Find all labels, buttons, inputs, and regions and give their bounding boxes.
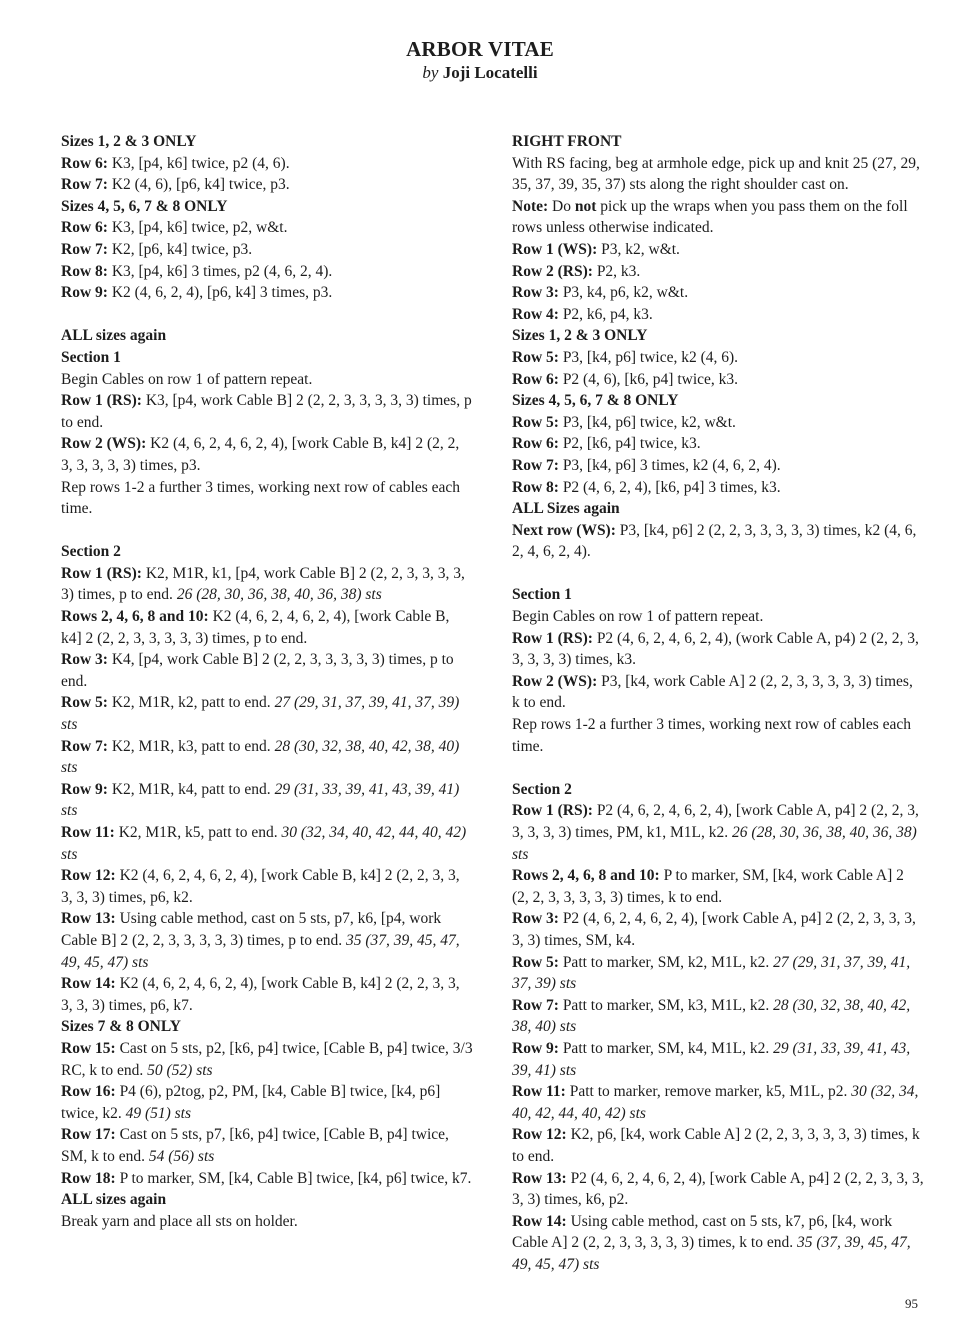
instruction-text: K4, [p4, work Cable B] 2 (2, 2, 3, 3, 3, 3, 3) times, p to end. xyxy=(61,651,454,690)
bold-label: Next row (WS): xyxy=(512,521,616,539)
instruction-text: K2, M1R, k1, [p4, work Cable B] 2 (2, 2, 3, 3, 3, 3, 3) times, p to end. xyxy=(61,564,465,604)
instruction-text: K3, [p4, work Cable B] 2 (2, 2, 3, 3, 3, 3, 3) times, p to end. xyxy=(61,392,472,431)
instruction-line xyxy=(61,131,473,153)
stitch-count: 30 (32, 34, 40, 42, 44, 40, 42) sts xyxy=(61,824,467,863)
left-column xyxy=(61,131,473,1232)
instruction-text: P3, [k4, p6] 2 (2, 2, 3, 3, 3, 3, 3) times, k2 (4, 6, 2, 4, 6, 2, 4). xyxy=(512,521,917,561)
instruction-text: K2 (4, 6, 2, 4, 6, 2, 4), [work Cable B, k4] 2 (2, 2, 3, 3, 3, 3, 3) times, p to end. xyxy=(61,608,450,647)
bold-label: ALL sizes again xyxy=(61,327,167,345)
bold-label: Row 16: xyxy=(61,1083,116,1101)
stitch-count: 26 (28, 30, 36, 38, 40, 36, 38) sts xyxy=(512,824,917,863)
instruction-line xyxy=(61,325,473,347)
instruction-line xyxy=(61,736,473,779)
instruction-line xyxy=(512,325,924,347)
instruction-text: P3, [k4, p6] twice, k2 (4, 6). xyxy=(558,348,739,366)
bold-label: Row 12: xyxy=(61,867,116,885)
page-header xyxy=(0,36,960,84)
instruction-text: K2, p6, [k4, work Cable A] 2 (2, 2, 3, 3, 3, 3, 3) times, k to end. xyxy=(512,1126,920,1165)
instruction-line xyxy=(61,779,473,822)
instruction-line xyxy=(512,995,924,1038)
bold-label: Row 9: xyxy=(61,284,108,302)
instruction-line xyxy=(512,455,924,477)
instruction-line xyxy=(512,498,924,520)
instruction-line xyxy=(61,1168,473,1190)
bold-label: Sizes 1, 2 & 3 ONLY xyxy=(512,327,648,345)
instruction-line xyxy=(512,412,924,434)
instruction-text: P3, k4, p6, k2, w&t. xyxy=(558,284,689,302)
bold-label: Row 6: xyxy=(61,219,108,237)
bold-label: Row 9: xyxy=(61,780,108,798)
instruction-text: Cast on 5 sts, p7, [k6, p4] twice, [Cable B, p4] twice, SM, k to end. xyxy=(61,1126,449,1165)
instruction-text: Patt to marker, SM, k2, M1L, k2. xyxy=(558,953,774,971)
stitch-count: 26 (28, 30, 36, 38, 40, 36, 38) sts xyxy=(176,586,382,604)
instruction-text: P2, k3. xyxy=(592,262,641,280)
instruction-line xyxy=(512,952,924,995)
instruction-line xyxy=(512,1168,924,1211)
bold-label: Row 1 (WS): xyxy=(512,240,598,258)
author-name: Joji Locatelli xyxy=(442,63,538,82)
instruction-line xyxy=(512,347,924,369)
bold-label: Row 17: xyxy=(61,1126,116,1144)
bold-label: Row 6: xyxy=(512,370,559,388)
instruction-line xyxy=(512,671,924,714)
paragraph-gap xyxy=(512,757,924,779)
bold-label: Section 2 xyxy=(512,780,572,798)
instruction-line xyxy=(512,779,924,801)
bold-label: Row 14: xyxy=(512,1212,567,1230)
instruction-text: Rep rows 1-2 a further 3 times, working next row of cables each time. xyxy=(512,716,912,755)
stitch-count: 27 (29, 31, 37, 39, 41, 37, 39) sts xyxy=(61,694,460,734)
instruction-text: Begin Cables on row 1 of pattern repeat. xyxy=(61,370,313,388)
instruction-text: K2 (4, 6), [p6, k4] twice, p3. xyxy=(107,176,290,194)
instruction-text: Patt to marker, remove marker, k5, M1L, p2. xyxy=(565,1083,852,1101)
paragraph-gap xyxy=(512,563,924,585)
instruction-text: K2, M1R, k2, patt to end. xyxy=(107,694,275,712)
bold-label: Row 3: xyxy=(512,910,559,928)
instruction-text: Patt to marker, SM, k4, M1L, k2. xyxy=(558,1039,774,1057)
instruction-line xyxy=(512,1038,924,1081)
instruction-line xyxy=(512,1211,924,1276)
instruction-text: K2, M1R, k4, patt to end. xyxy=(107,780,275,798)
instruction-text: K2 (4, 6, 2, 4, 6, 2, 4), [work Cable B, k4] 2 (2, 2, 3, 3, 3, 3, 3) times, p3. xyxy=(61,435,460,474)
bold-label: Section 2 xyxy=(61,543,121,561)
instruction-line xyxy=(61,1081,473,1124)
instruction-line xyxy=(61,541,473,563)
stitch-count: 54 (56) sts xyxy=(148,1147,215,1165)
instruction-line xyxy=(61,649,473,692)
bold-label: Section 1 xyxy=(512,586,572,604)
instruction-text: P to marker, SM, [k4, work Cable A] 2 (2, 2, 3, 3, 3, 3, 3) times, k to end. xyxy=(512,867,904,906)
instruction-line xyxy=(61,865,473,908)
bold-label: Rows 2, 4, 6, 8 and 10: xyxy=(512,867,660,885)
bold-label: Row 18: xyxy=(61,1169,116,1187)
instruction-line xyxy=(61,390,473,433)
instruction-line xyxy=(512,261,924,283)
bold-label: Row 1 (RS): xyxy=(61,392,142,410)
instruction-line xyxy=(512,584,924,606)
stitch-count: 50 (52) sts xyxy=(147,1061,213,1079)
instruction-text: P3, [k4, p6] 3 times, k2 (4, 6, 2, 4). xyxy=(558,456,781,474)
instruction-line xyxy=(512,1081,924,1124)
bold-label: Row 5: xyxy=(512,413,559,431)
instruction-text: Break yarn and place all sts on holder. xyxy=(61,1212,298,1230)
instruction-line xyxy=(512,606,924,628)
instruction-text: P2 (4, 6, 2, 4, 6, 2, 4), [work Cable A, p4] 2 (2, 2, 3, 3, 3, 3, 3) times, PM, k1, M1L, k2. xyxy=(512,802,919,841)
bold-label: RIGHT FRONT xyxy=(512,133,622,150)
bold-label: Rows 2, 4, 6, 8 and 10: xyxy=(61,608,209,626)
bold-label: Row 2 (WS): xyxy=(61,435,147,453)
instruction-line xyxy=(512,304,924,326)
instruction-text: P3, [k4, work Cable A] 2 (2, 2, 3, 3, 3, 3, 3) times, k to end. xyxy=(512,672,913,712)
stitch-count: 35 (37, 39, 45, 47, 49, 45, 47) sts xyxy=(512,1234,911,1273)
byline-by: by xyxy=(422,63,439,82)
instruction-line xyxy=(61,153,473,175)
bold-label: Row 2 (RS): xyxy=(512,262,593,280)
bold-label: Sizes 4, 5, 6, 7 & 8 ONLY xyxy=(61,197,228,215)
instruction-text: Begin Cables on row 1 of pattern repeat. xyxy=(512,608,764,626)
instruction-line xyxy=(61,217,473,239)
instruction-line xyxy=(61,1189,473,1211)
instruction-text: Cast on 5 sts, p2, [k6, p4] twice, [Cable B, p4] twice, 3/3 RC, k to end. xyxy=(61,1039,473,1079)
bold-label: Row 6: xyxy=(61,154,108,172)
instruction-line xyxy=(512,520,924,563)
bold-label: ALL Sizes again xyxy=(512,500,620,518)
instruction-line xyxy=(61,282,473,304)
instruction-line xyxy=(61,433,473,476)
instruction-line xyxy=(512,865,924,908)
instruction-text: Using cable method, cast on 5 sts, k7, p6, [k4, work Cable A] 2 (2, 2, 3, 3, 3, 3, 3) times, k to end. xyxy=(512,1212,893,1252)
instruction-line xyxy=(61,369,473,391)
bold-label: Row 15: xyxy=(61,1039,116,1057)
instruction-text: Rep rows 1-2 a further 3 times, working next row of cables each time. xyxy=(61,478,461,518)
instruction-text: P2, [k6, p4] twice, k3. xyxy=(558,435,701,453)
bold-label: Row 1 (RS): xyxy=(512,802,593,820)
instruction-text: P to marker, SM, [k4, Cable B] twice, [k4, p6] twice, k7. xyxy=(115,1169,472,1187)
stitch-count: 49 (51) sts xyxy=(125,1104,192,1122)
instruction-line xyxy=(61,174,473,196)
instruction-line xyxy=(61,908,473,973)
bold-label: Row 7: xyxy=(61,240,108,258)
paragraph-gap xyxy=(61,304,473,326)
bold-label: Row 3: xyxy=(61,651,108,669)
instruction-line xyxy=(61,477,473,520)
instruction-text: K2 (4, 6, 2, 4), [p6, k4] 3 times, p3. xyxy=(107,284,333,302)
instruction-line xyxy=(512,153,924,196)
stitch-count: 29 (31, 33, 39, 41, 43, 39, 41) sts xyxy=(512,1039,911,1079)
bold-label: Row 5: xyxy=(512,953,559,971)
instruction-text: K2 (4, 6, 2, 4, 6, 2, 4), [work Cable B, k4] 2 (2, 2, 3, 3, 3, 3, 3) times, p6, k2. xyxy=(61,867,460,906)
bold-label: Row 9: xyxy=(512,1039,559,1057)
bold-label: Row 12: xyxy=(512,1126,567,1144)
instruction-text: K2, M1R, k3, patt to end. xyxy=(107,737,275,755)
bold-label: Sizes 1, 2 & 3 ONLY xyxy=(61,133,197,150)
bold-label: Sizes 7 & 8 ONLY xyxy=(61,1018,181,1036)
page-number: 95 xyxy=(905,1296,918,1311)
byline xyxy=(0,62,960,84)
instruction-text: K2 (4, 6, 2, 4, 6, 2, 4), [work Cable B, k4] 2 (2, 2, 3, 3, 3, 3, 3) times, p6, k7. xyxy=(61,975,460,1014)
instruction-line xyxy=(61,1016,473,1038)
paragraph-gap xyxy=(61,520,473,542)
stitch-count: 30 (32, 34, 40, 42, 44, 40, 42) sts xyxy=(512,1083,919,1122)
instruction-line xyxy=(512,714,924,757)
bold-label: Row 11: xyxy=(512,1083,566,1101)
instruction-text: P3, [k4, p6] twice, k2, w&t. xyxy=(558,413,736,431)
bold-label: Row 13: xyxy=(61,910,116,928)
instruction-line xyxy=(61,563,473,606)
instruction-text: Do xyxy=(548,197,575,215)
bold-label: Row 8: xyxy=(512,478,559,496)
instruction-text: P2, k6, p4, k3. xyxy=(558,305,653,323)
instruction-line xyxy=(61,261,473,283)
instruction-line xyxy=(61,347,473,369)
stitch-count: 28 (30, 32, 38, 40, 42, 38, 40) sts xyxy=(61,737,460,777)
stitch-count: 28 (30, 32, 38, 40, 42, 38, 40) sts xyxy=(512,996,911,1036)
instruction-line xyxy=(512,433,924,455)
instruction-text: With RS facing, beg at armhole edge, pick up and knit 25 (27, 29, 35, 37, 39, 35, 37) sts along the right shoulder cast on. xyxy=(512,154,920,194)
instruction-line xyxy=(512,282,924,304)
bold-label: Row 7: xyxy=(61,176,108,194)
bold-label: Section 1 xyxy=(61,348,121,366)
stitch-count: 35 (37, 39, 45, 47, 49, 45, 47) sts xyxy=(61,931,460,971)
instruction-line xyxy=(512,800,924,865)
bold-label: Row 8: xyxy=(61,262,108,280)
bold-label: Row 14: xyxy=(61,975,116,993)
bold-label: Row 2 (WS): xyxy=(512,672,598,690)
instruction-line xyxy=(61,692,473,735)
instruction-text: Patt to marker, SM, k3, M1L, k2. xyxy=(558,996,774,1014)
instruction-text: P2 (4, 6, 2, 4, 6, 2, 4), [work Cable A, p4] 2 (2, 2, 3, 3, 3, 3, 3) times, SM, k4. xyxy=(512,910,916,949)
instruction-text: K2, [p6, k4] twice, p3. xyxy=(107,240,253,258)
bold-label: Row 13: xyxy=(512,1169,567,1187)
instruction-line xyxy=(61,1038,473,1081)
instruction-text: P4 (6), p2tog, p2, PM, [k4, Cable B] twice, [k4, p6] twice, k2. xyxy=(61,1083,441,1122)
instruction-line xyxy=(512,477,924,499)
instruction-line xyxy=(61,1211,473,1233)
instruction-text: P2 (4, 6, 2, 4, 6, 2, 4), (work Cable A, p4) 2 (2, 2, 3, 3, 3, 3, 3) times, k3. xyxy=(512,629,919,669)
bold-label: Note: xyxy=(512,197,549,215)
instruction-line xyxy=(512,390,924,412)
instruction-line xyxy=(512,628,924,671)
bold-label: Row 4: xyxy=(512,305,559,323)
instruction-line xyxy=(61,196,473,218)
bold-label: Row 3: xyxy=(512,284,559,302)
instruction-text: K2, M1R, k5, patt to end. xyxy=(114,824,282,841)
bold-label: ALL sizes again xyxy=(61,1191,167,1209)
instruction-line xyxy=(61,606,473,649)
instruction-text: K3, [p4, k6] twice, p2 (4, 6). xyxy=(107,154,290,172)
instruction-text: P2 (4, 6, 2, 4), [k6, p4] 3 times, k3. xyxy=(558,478,781,496)
bold-label: Row 7: xyxy=(512,996,559,1014)
instruction-text: K3, [p4, k6] twice, p2, w&t. xyxy=(107,219,288,237)
instruction-line xyxy=(61,1124,473,1167)
instruction-text: P2 (4, 6, 2, 4, 6, 2, 4), [work Cable A, p4] 2 (2, 2, 3, 3, 3, 3, 3) times, k6, p2. xyxy=(512,1169,924,1209)
bold-label: Sizes 4, 5, 6, 7 & 8 ONLY xyxy=(512,392,679,410)
bold-label: Row 5: xyxy=(512,348,559,366)
stitch-count: 29 (31, 33, 39, 41, 43, 39, 41) sts xyxy=(61,780,460,820)
bold-label: Row 7: xyxy=(61,737,108,755)
instruction-line xyxy=(512,196,924,239)
instruction-line xyxy=(61,239,473,261)
bold-label: Row 7: xyxy=(512,456,559,474)
bold-label: Row 5: xyxy=(61,694,108,712)
instruction-text: P3, k2, w&t. xyxy=(597,240,680,258)
bold-label: Row 6: xyxy=(512,435,559,453)
instruction-line xyxy=(61,822,473,865)
instruction-line xyxy=(512,1124,924,1167)
instruction-text: pick up the wraps when you pass them on the foll rows unless otherwise indicated. xyxy=(512,197,908,237)
instruction-text: P2 (4, 6), [k6, p4] twice, k3. xyxy=(558,370,739,388)
bold-label: Row 1 (RS): xyxy=(61,564,142,582)
stitch-count: 27 (29, 31, 37, 39, 41, 37, 39) sts xyxy=(512,953,911,993)
bold-label: Row 1 (RS): xyxy=(512,629,593,647)
instruction-text: Using cable method, cast on 5 sts, p7, k6, [p4, work Cable B] 2 (2, 2, 3, 3, 3, 3, 3) times, p to end. xyxy=(61,910,442,949)
bold-label: not xyxy=(574,197,597,215)
instruction-line xyxy=(512,131,924,153)
right-column xyxy=(512,131,924,1275)
instruction-line xyxy=(512,369,924,391)
instruction-line xyxy=(61,973,473,1016)
instruction-text: K3, [p4, k6] 3 times, p2 (4, 6, 2, 4). xyxy=(107,262,333,280)
instruction-line xyxy=(512,239,924,261)
pattern-title: ARBOR VITAE xyxy=(406,37,554,61)
bold-label: Row 11: xyxy=(61,824,115,841)
instruction-line xyxy=(512,908,924,951)
